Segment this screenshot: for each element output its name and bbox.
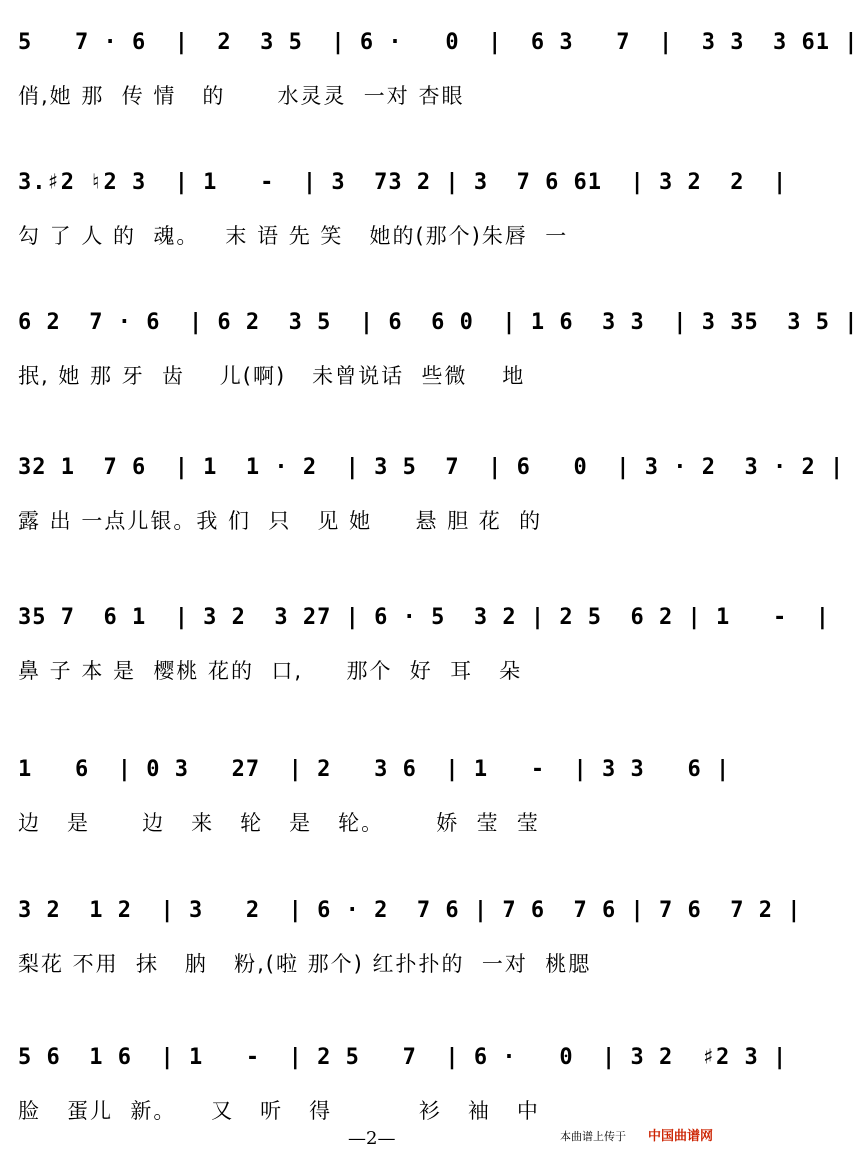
note-line: 35 7 6 1 | 3 2 3 27 | 6 · 5 3 2 | 2 5 6 2 | 1 - | bbox=[18, 605, 830, 630]
lyric-line: 边 是 边 来 轮 是 轮。 娇 莹 莹 bbox=[18, 811, 540, 835]
page-number: —2— bbox=[348, 1128, 396, 1149]
note-line: 6 2 7 · 6 | 6 2 3 5 | 6 6 0 | 1 6 3 3 | 3 35 3 5 | bbox=[18, 310, 858, 335]
lyric-line: 梨花 不用 抹 肭 粉,(啦 那个) 红扑扑的 一对 桃腮 bbox=[18, 952, 592, 976]
lyric-line: 鼻 子 本 是 樱桃 花的 口, 那个 好 耳 朵 bbox=[18, 659, 523, 683]
note-line: 5 6 1 6 | 1 - | 2 5 7 | 6 · 0 | 3 2 ♯2 3 | bbox=[18, 1045, 788, 1070]
site-logo: 中国曲谱网 bbox=[648, 1129, 714, 1144]
score-line bbox=[0, 455, 845, 555]
score-line bbox=[0, 30, 858, 130]
note-line: 3.♯2 ♮2 3 | 1 - | 3 73 2 | 3 7 6 61 | 3 2 2 | bbox=[18, 170, 788, 195]
score-line bbox=[0, 310, 858, 410]
score-line bbox=[0, 170, 788, 270]
lyric-line: 露 出 一点儿银。我 们 只 见 她 悬 胆 花 的 bbox=[18, 509, 543, 533]
note-line: 32 1 7 6 | 1 1 · 2 | 3 5 7 | 6 0 | 3 · 2 3 · 2 | bbox=[18, 455, 845, 480]
score-line bbox=[0, 757, 750, 857]
lyric-line: 抿, 她 那 牙 齿 儿(啊) 未曾说话 些微 地 bbox=[18, 364, 526, 388]
note-line: 1 6 | 0 3 27 | 2 3 6 | 1 - | 3 3 6 | bbox=[18, 757, 731, 782]
note-line: 5 7 · 6 | 2 3 5 | 6 · 0 | 6 3 7 | 3 3 3 61 | bbox=[18, 30, 858, 55]
lyric-line: 俏,她 那 传 情 的 水灵灵 一对 杏眼 bbox=[18, 84, 465, 108]
lyric-line: 脸 蛋儿 新。 又 听 得 衫 袖 中 bbox=[18, 1099, 540, 1123]
note-line: 3 2 1 2 | 3 2 | 6 · 2 7 6 | 7 6 7 6 | 7 6 7 2 | bbox=[18, 898, 802, 923]
score-line bbox=[0, 605, 830, 705]
score-line bbox=[0, 898, 802, 998]
upload-note: 本曲谱上传于 bbox=[560, 1130, 626, 1143]
lyric-line: 勾 了 人 的 魂。 末 语 先 笑 她的(那个)朱唇 一 bbox=[18, 224, 569, 248]
